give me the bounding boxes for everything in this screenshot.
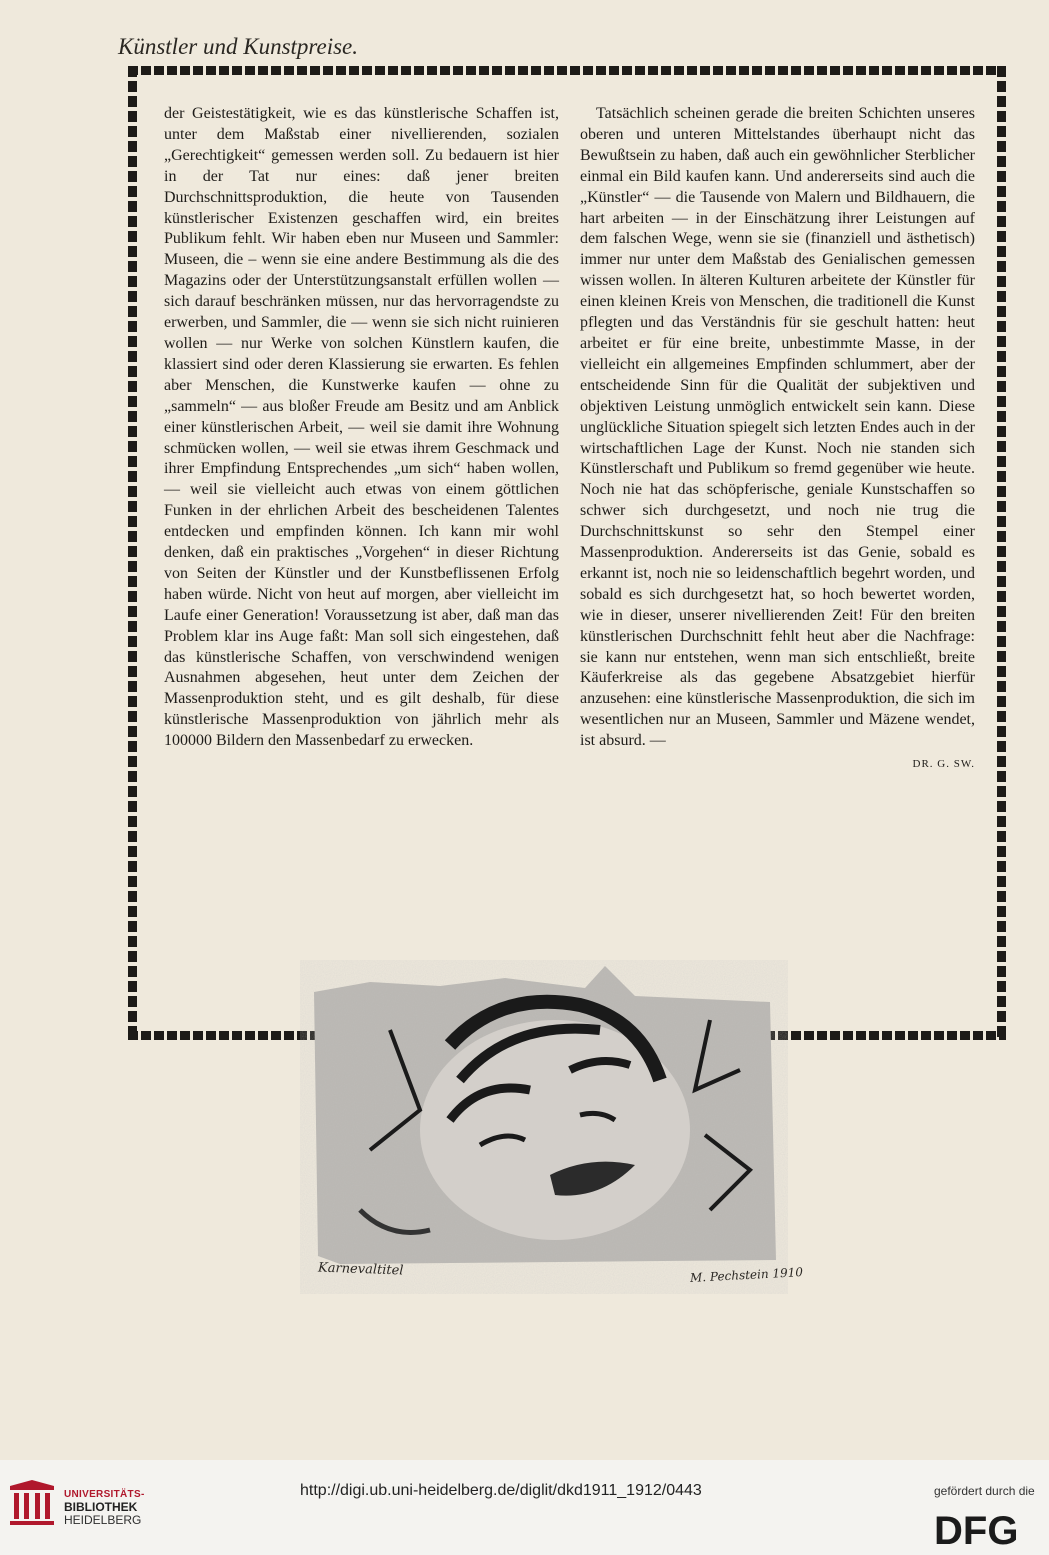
right-column-text: Tatsächlich scheinen gerade die breiten Schichten unseres oberen und unteren Mittelstandes überhaupt nicht das Bewußtsein zu haben, daß auch ein gewöhnlicher Sterblicher einmal ein Bild kaufen kann. Und andererseits sind auch die „Künstler“ — die Tausende von Malern und Bildhauern, die hart arbeiten — in der Einschätzung ihrer Leistungen auf dem falschen Wege, wenn sie sie (finanziell und ästhetisch) immer nur unter dem Maßstab des Genialischen gemessen wissen wollen. In älteren Kulturen arbeitete der Künstler für einen kleinen Kreis von Menschen, die traditionell die Kunst pflegten und das Verständnis für sie geschult hatten: heut arbeitet er für eine breite, unbestimmte Masse, in der vielleicht ein allgemeines Empfinden schlummert, aber der entscheidende Sinn für die Qualität der subjektiven und objektiven Leistung unmöglich entwickelt sein kann. Diese unglückliche Situation spiegelt sich letzten Endes auch in der wirtschaftlichen Lage der Kunst. Noch nie standen sich Künstlerschaft und Publikum so fremd gegenüber wie heute. Noch nie hat das schöpferische, geniale Kunstschaffen so schwer sich durchgesetzt, und noch nie trug die Durchschnittskunst so sehr den Stempel einer Massenproduktion. Andererseits ist das Genie, sobald es erkannt ist, noch nie so leidenschaftlich begehrt worden, und sobald es sich durchgesetzt hat, so hoch bewertet worden, wie in dieser, unserer nivellierenden Zeit! Für den breiten künstlerischen Durchschnitt fehlt heut aber die Nachfrage: sie kann nur entstehen, wenn man sich entschließt, breite Käuferkreise als das gegebene Absatzgebiet hierfür anzusehen: eine künstlerische Massenproduktion, die sich im wesentlichen nur an Museen, Sammler und Mäzene wendet, ist absurd. —: [580, 105, 975, 750]
library-name-line-1: UNIVERSITÄTS-: [64, 1489, 145, 1500]
pechstein-print-illustration: [300, 960, 788, 1300]
left-column-text: der Geistestätigkeit, wie es das künstlerische Schaffen ist, unter dem Maßstab einer nivellierenden, sozialen „Gerechtigkeit“ gemessen werden soll. Zu bedauern ist hier in der Tat nur eines: daß jener breiten Durchschnittsproduktion, die heute von Tausenden künstlerischer Existenzen geschaffen wird, ein breites Publikum fehlt. Wir haben eben nur Museen und Sammler: Museen, die – wenn sie eine andere Bestimmung als die des Magazins oder der Unterstützungsanstalt erfüllen wollen — sich darauf beschränken müssen, nur das hervorragendste zu erwerben, und Sammler, die — wenn sie sich nicht ruinieren wollen — nur Werke von solchen Künstlern kaufen, die klassiert sind oder deren Klassierung sie erwarten. Es fehlen aber Menschen, die Kunstwerke kaufen — ohne zu „sammeln“ — aus bloßer Freude am Besitz und am Anblick einer künstlerischen Arbeit, — weil sie damit ihre Wohnung schmücken wollen, — weil sie etwas ihrem Geschmack und ihrer Empfindung Entsprechendes „um sich“ haben wollen, — weil sie vielleicht auch etwas von einem göttlichen Funken in der ehrlichen Arbeit des bescheidenen Talentes entdecken und empfinden können. Ich kann mir wohl denken, daß ein praktisches „Vorgehen“ in dieser Richtung von Seiten der Künstler und der Kunstbeflissenen Erfolg haben würde. Nicht von heut auf morgen, aber vielleicht im Laufe einer Generation! Voraussetzung ist aber, daß man das Problem klar ins Auge faßt: Man soll sich eingestehen, daß das künstlerische Schaffen, von verschwindend wenigen Ausnahmen abgesehen, heut unter dem Zeichen der Massenproduktion steht, und es gilt deshalb, für diese künstlerische Massenproduktion von jährlich mehr als 100000 Bildern den Massenbedarf zu erwecken.: [164, 105, 559, 750]
dfg-logo: [930, 1506, 1034, 1550]
frame-border-top: [128, 66, 1006, 75]
library-name-line-3: HEIDELBERG: [64, 1513, 142, 1527]
permalink-url[interactable]: http://digi.ub.uni-heidelberg.de/diglit/dkd1911_1912/0443: [300, 1482, 702, 1499]
library-name: [64, 1487, 145, 1527]
right-text-column: [580, 104, 975, 775]
dfg-logo-text: DFG: [934, 1509, 1019, 1550]
author-signature: DR. G. SW.: [912, 758, 975, 771]
artist-inscription: M. Pechstein 1910: [689, 1265, 804, 1285]
artwork-title-inscription: Karnevaltitel: [317, 1260, 404, 1279]
university-library-logo-icon: [6, 1476, 58, 1528]
running-title: Künstler und Kunstpreise.: [118, 34, 359, 59]
frame-border-left: [128, 66, 137, 1040]
digitization-footer: [0, 1460, 1049, 1555]
library-name-line-2: BIBLIOTHEK: [64, 1500, 138, 1514]
funded-by-label: gefördert durch die: [934, 1484, 1035, 1498]
frame-border-right: [997, 66, 1006, 1040]
left-text-column: [164, 104, 559, 752]
